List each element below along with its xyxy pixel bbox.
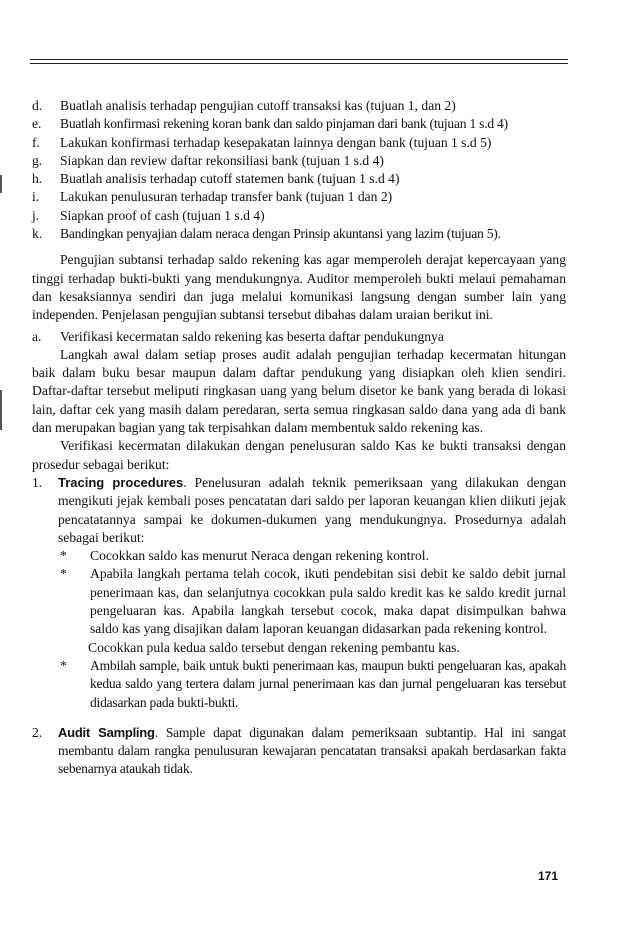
item-text: . Penelusuran adalah teknik pemeriksaan yang dilakukan dengan mengikuti jejak kembali poses pencatatan dari saldo per laporan keuangan klien diikuti jejak pencatatannya sampai ke dokumen-dukumen yang mendukungnya. Prosedurnya adalah sebagai berikut:: [58, 474, 566, 545]
intro-paragraph: Pengujian subtansi terhadap saldo rekening kas agar memperoleh derajat kepercayaan yang tinggi terhadap bukti-bukti yang mendukungnya. Auditor memperoleh bukti melaui pemahaman dan kesaksiannya sendiri dan juga melalui komunikasi langsung dengan sumber lain yang independen. Penjelasan pengujian subtansi tersebut dibahas dalam uraian berikut ini.: [32, 252, 566, 323]
list-item: d. Buatlah analisis terhadap pengujian cutoff transaksi kas (tujuan 1, dan 2): [32, 98, 456, 113]
bullet-continuation: Cocokkan pula kedua saldo tersebut dengan rekening pembantu kas.: [88, 639, 460, 655]
bullet-item: * Ambilah sample, baik untuk bukti penerimaan kas, maupun bukti pengeluaran kas, apakah kedua saldo yang tertera dalam jurnal penerimaan kas dan jurnal pengeluaran kas tersebut didasarkan pada bukti-bukti.: [58, 657, 566, 712]
section-a-paragraph: Langkah awal dalam setiap proses audit adalah pengujian terhadap kecermatan hitungan baik dalam buku besar maupun dalam daftar pendukung yang disiapkan oleh klien sendiri. Daftar-daftar tersebut meliputi ringkasan uang yang belum disetor ke bank yang berada di lokasi lain, daftar cek yang masih dalam peredaran, serta semua ringkasan saldo dana yang ada di bank dan merupakan bagian yang tak terpisahkan dalam membentuk saldo rekening kas.: [32, 346, 566, 436]
item-title: Tracing procedures: [58, 474, 184, 490]
scan-edge-mark: [0, 175, 2, 193]
bullet-item: * Cocokkan saldo kas menurut Neraca dengan rekening kontrol.: [58, 547, 566, 565]
scan-edge-mark: [0, 390, 2, 430]
asterisk-icon: *: [60, 548, 67, 564]
item-title: Audit Sampling: [58, 724, 155, 740]
numbered-item-1: 1. Tracing procedures. Penelusuran adalah teknik pemeriksaan yang dilakukan dengan mengikuti jejak kembali poses pencatatan dari saldo per laporan keuangan klien diikuti jejak pencatatannya sampai ke dokumen-dukumen yang mendukungnya. Prosedurnya adalah sebagai berikut: * Cocokkan saldo kas menurut Neraca dengan rekening kontrol. * Apabila langkah pertama telah cocok, ikuti pendebitan sisi debit ke saldo debit jurnal penerimaan kas, dan selanjutnya cocokkan pula saldo kredit kas ke saldo kredit jurnal pengeluaran kas. Apabila langkah tersebut cocok, maka dapat disimpulkan bahwa saldo kas yang disajikan dalam laporan keuangan didasarkan pada rekening kontrol. Cocokkan pula kedua saldo tersebut dengan rekening pembantu kas. * Ambilah sample, baik untuk bukti penerimaan kas, maupun bukti pengeluaran kas, apakah kedua saldo yang tertera dalam jurnal penerimaan kas dan jurnal pengeluaran kas tersebut didasarkan pada bukti-bukti.: [32, 474, 566, 712]
asterisk-icon: *: [60, 566, 67, 582]
task-list: [32, 97, 566, 243]
numbered-item-2: 2. Audit Sampling. Sample dapat digunakan dalam pemeriksaan subtantip. Hal ini sangat membantu dalam rangka penulusuran kewajaran pencatatan transaksi apakah berdasarkan fakta sebenarnya ataukah tidak.: [32, 724, 566, 777]
bullet-list: [58, 547, 566, 712]
page-number: 171: [537, 869, 558, 883]
list-item: g. Siapkan dan review daftar rekonsiliasi bank (tujuan 1 s.d 4): [32, 152, 384, 168]
list-item: e. Buatlah konfirmasi rekening koran bank dan saldo pinjaman dari bank (tujuan 1 s.d 4): [32, 116, 508, 132]
section-a-paragraph-2: Verifikasi kecermatan dilakukan dengan penelusuran saldo Kas ke bukti transaksi dengan prosedur sebagai berikut:: [32, 438, 566, 472]
list-item: h. Buatlah analisis terhadap cutoff statemen bank (tujuan 1 s.d 4): [32, 171, 400, 187]
page-body: [32, 97, 566, 779]
list-item: i. Lakukan penulusuran terhadap transfer bank (tujuan 1 dan 2): [32, 189, 393, 205]
list-item: j. Siapkan proof of cash (tujuan 1 s.d 4): [32, 207, 265, 223]
section-a-heading: a. Verifikasi kecermatan saldo rekening kas beserta daftar pendukungnya: [32, 328, 444, 344]
bullet-item: * Apabila langkah pertama telah cocok, ikuti pendebitan sisi debit ke saldo debit jurnal penerimaan kas, dan selanjutnya cocokkan pula saldo kredit kas ke saldo kredit jurnal pengeluaran kas. Apabila langkah tersebut cocok, maka dapat disimpulkan bahwa saldo kas yang disajikan dalam laporan keuangan didasarkan pada rekening kontrol.: [58, 565, 566, 638]
asterisk-icon: *: [60, 657, 67, 673]
list-item: k. Bandingkan penyajian dalam neraca dengan Prinsip akuntansi yang lazim (tujuan 5).: [32, 226, 501, 242]
item-text: . Sample dapat digunakan dalam pemeriksaan subtantip. Hal ini sangat membantu dalam rangka penulusuran kewajaran pencatatan transaksi apakah berdasarkan fakta sebenarnya ataukah tidak.: [58, 724, 566, 777]
header-rule-top: [30, 59, 568, 60]
list-item: f. Lakukan konfirmasi terhadap kesepakatan lainnya dengan bank (tujuan 1 s.d 5): [32, 134, 492, 150]
header-rule-bottom: [30, 63, 568, 64]
